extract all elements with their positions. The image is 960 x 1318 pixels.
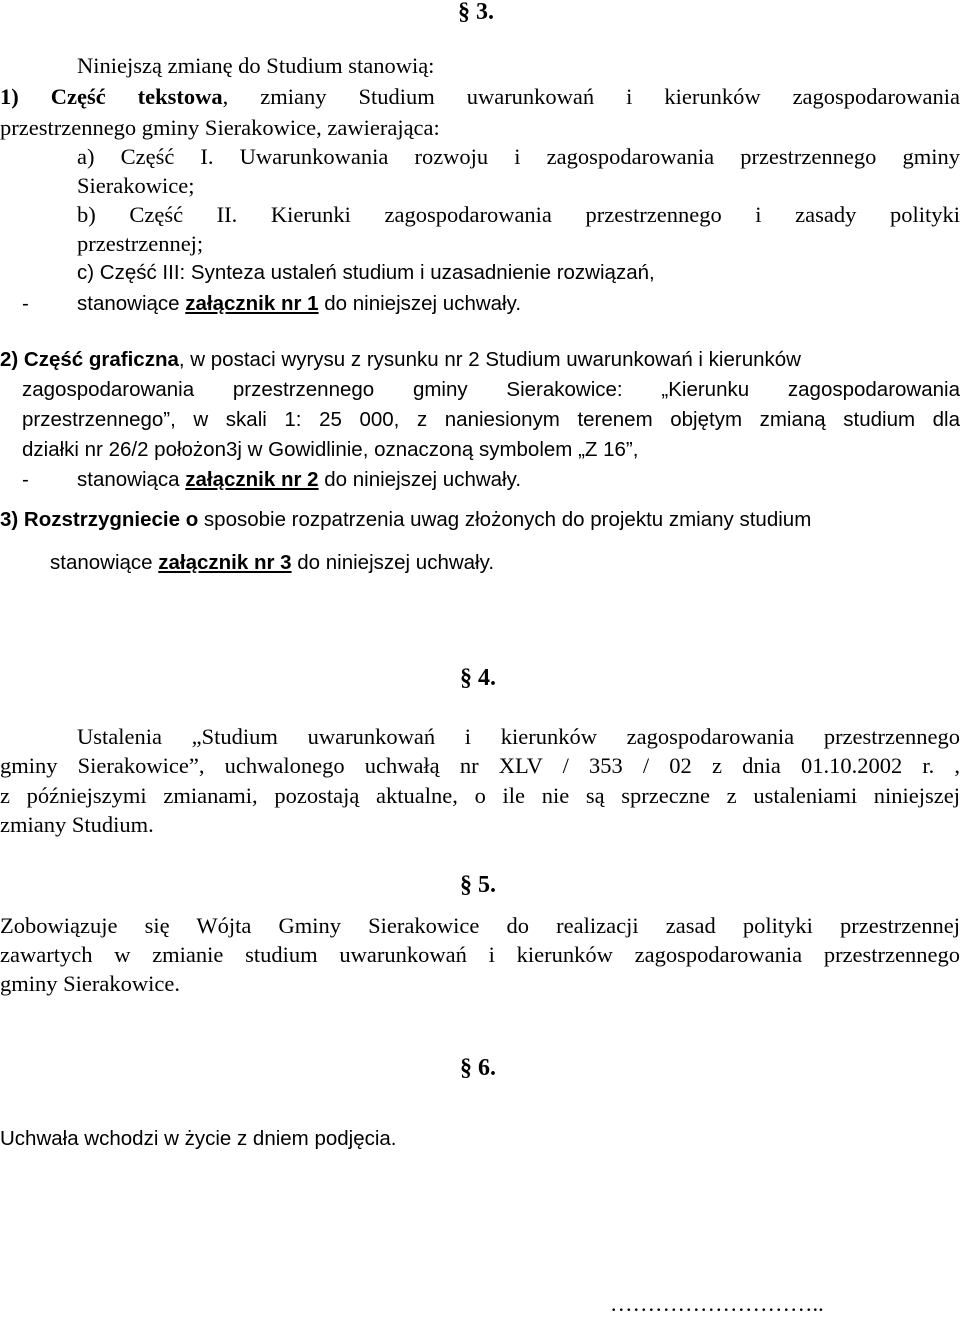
section-4-heading: § 4. <box>460 665 496 691</box>
attachment-1-ref: załącznik nr 1 <box>185 292 319 315</box>
item-1-label: Część tekstowa <box>50 84 223 109</box>
attachment-3-ref: załącznik nr 3 <box>158 551 292 574</box>
attachment-prefix: stanowiąca <box>77 468 186 491</box>
item-1a-line-2: Sierakowice; <box>77 173 195 198</box>
section-4-line-2: gminy Sierakowice”, uchwalonego uchwałą nr XLV / 353 / 02 z dnia 01.10.2002 r. , <box>0 753 960 778</box>
attachment-prefix: stanowiące <box>50 551 159 574</box>
item-3-line-1 <box>0 506 960 534</box>
section-3-heading: § 3. <box>458 0 494 25</box>
item-2-attachment-line <box>22 466 960 494</box>
dash: - <box>22 292 29 315</box>
signature-dots: ……………………….. <box>610 1291 824 1316</box>
section-4-line-1: Ustalenia „Studium uwarunkowań i kierunków zagospodarowania przestrzennego <box>77 724 960 749</box>
section-4-line-4: zmiany Studium. <box>0 812 154 837</box>
section-5-line-3: gminy Sierakowice. <box>0 971 180 996</box>
attachment-suffix: do niniejszej uchwały. <box>318 292 522 315</box>
attachment-suffix: do niniejszej uchwały. <box>291 551 495 574</box>
item-1-title: 1) <box>0 84 19 109</box>
item-2-description: , w postaci wyrysu z rysunku nr 2 Studium uwarunkowań i kierunków <box>178 348 801 371</box>
item-1-line-2: przestrzennego gminy Sierakowice, zawierająca: <box>0 115 440 140</box>
section-4-line-3: z późniejszymi zmianami, pozostają aktualne, o ile nie są sprzeczne z ustaleniami niniejszej <box>0 783 960 808</box>
item-1c-line: c) Część III: Synteza ustaleń studium i uzasadnienie rozwiązań, <box>77 261 655 284</box>
item-3-attachment-line <box>50 549 960 577</box>
attachment-2-ref: załącznik nr 2 <box>185 468 319 491</box>
item-1-line <box>0 83 960 111</box>
section-3-intro: Niniejszą zmianę do Studium stanowią: <box>77 53 435 78</box>
item-2-line-2: zagospodarowania przestrzennego gminy Sierakowice: „Kierunku zagospodarowania <box>22 378 960 401</box>
section-5-heading: § 5. <box>460 872 496 898</box>
attachment-prefix: stanowiące <box>77 292 186 315</box>
item-3-description: sposobie rozpatrzenia uwag złożonych do projektu zmiany studium <box>198 508 812 531</box>
attachment-suffix: do niniejszej uchwały. <box>318 468 522 491</box>
dash: - <box>22 468 29 491</box>
section-5-line-2: zawartych w zmianie studium uwarunkowań i kierunków zagospodarowania przestrzennego <box>0 942 960 967</box>
item-1-attachment-line <box>22 290 960 318</box>
item-3-title: 3) Rozstrzygniecie o <box>0 508 199 531</box>
item-2-line-3: przestrzennego”, w skali 1: 25 000, z naniesionym terenem objętym zmianą studium dla <box>22 408 960 431</box>
section-6-heading: § 6. <box>460 1055 496 1081</box>
item-1-description: , zmiany Studium uwarunkowań i kierunków zagospodarowania <box>222 84 960 109</box>
item-1b-line-2: przestrzennej; <box>77 231 204 256</box>
item-1b-line-1: b) Część II. Kierunki zagospodarowania przestrzennego i zasady polityki <box>77 202 960 227</box>
item-1a-line-1: a) Część I. Uwarunkowania rozwoju i zagospodarowania przestrzennego gminy <box>77 144 960 169</box>
item-2-line-1 <box>0 346 960 374</box>
item-2-title: 2) Część graficzna <box>0 348 179 371</box>
section-6-line-1: Uchwała wchodzi w życie z dniem podjęcia. <box>0 1127 397 1150</box>
item-2-line-4: działki nr 26/2 położon3j w Gowidlinie, oznaczoną symbolem „Z 16”, <box>22 438 639 461</box>
section-5-line-1: Zobowiązuje się Wójta Gminy Sierakowice do realizacji zasad polityki przestrzennej <box>0 913 960 938</box>
